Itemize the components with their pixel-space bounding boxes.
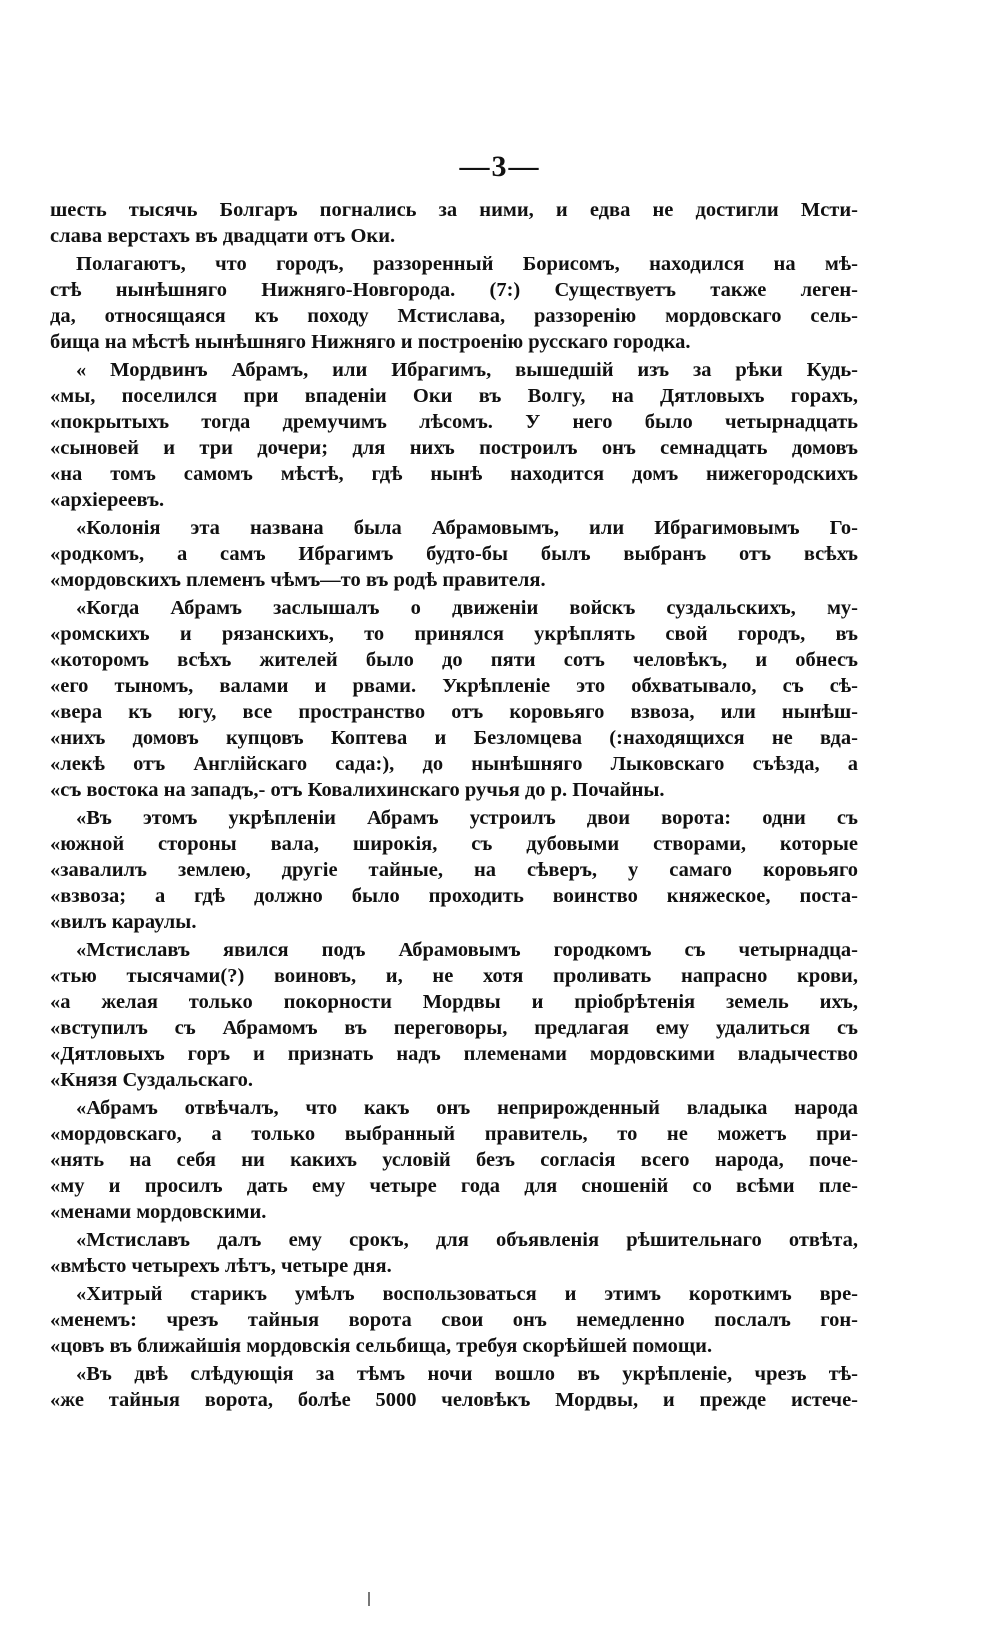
text-line: шесть тысячь Болгаръ погнались за ними, и едва не достигли Мсти- (50, 199, 858, 221)
text-line: «на томъ самомъ мѣстѣ, гдѣ нынѣ находится домъ нижегородскихъ (50, 463, 858, 485)
text-line: «Князя Суздальскаго. (50, 1069, 254, 1091)
paragraph (50, 197, 858, 249)
text-line: Полагаютъ, что городъ, раззоренный Борисомъ, находился на мѣ- (76, 253, 858, 275)
text-line: слава верстахъ въ двадцати отъ Оки. (50, 225, 396, 247)
text-line: «архіереевъ. (50, 489, 165, 511)
paragraph (50, 595, 858, 803)
text-line: «родкомъ, а самъ Ибрагимъ будто-бы былъ выбранъ отъ всѣхъ (50, 543, 858, 565)
text-line: «мы, поселился при впаденіи Оки въ Волгу, на Дятловыхъ горахъ, (50, 385, 858, 407)
text-line: «Хитрый старикъ умѣлъ воспользоваться и этимъ короткимъ вре- (76, 1283, 858, 1305)
text-line: «лекѣ отъ Англійскаго сада:), до нынѣшняго Лыковскаго съѣзда, а (50, 753, 858, 775)
paragraph (50, 1361, 858, 1413)
text-line: «его тыномъ, валами и рвами. Укрѣпленіе это обхватывало, съ сѣ- (50, 675, 858, 697)
text-line: «съ востока на западъ,- отъ Ковалихинскаго ручья до р. Почайны. (50, 779, 665, 801)
paragraph (50, 937, 858, 1093)
text-line: «Колонія эта названа была Абрамовымъ, или Ибрагимовымъ Го- (76, 517, 858, 539)
text-line: «менемъ: чрезъ тайныя ворота свои онъ немедленно послалъ гон- (50, 1309, 858, 1331)
text-line: стѣ нынѣшняго Нижняго-Новгорода. (7:) Существуетъ также леген- (50, 279, 858, 301)
text-line: «Въ двѣ слѣдующія за тѣмъ ночи вошло въ укрѣпленіе, чрезъ тѣ- (76, 1363, 858, 1385)
text-line: «же тайныя ворота, болѣе 5000 человѣкъ Мордвы, и прежде истече- (50, 1389, 858, 1411)
text-line: «му и просилъ дать ему четыре года для сношеній со всѣми пле- (50, 1175, 858, 1197)
text-line: «Когда Абрамъ заслышалъ о движеніи войскъ суздальскихъ, му- (76, 597, 858, 619)
text-line: «южной стороны вала, широкія, съ дубовыми створами, которые (50, 833, 858, 855)
text-line: «вмѣсто четырехъ лѣтъ, четыре дня. (50, 1255, 392, 1277)
text-line: «Абрамъ отвѣчалъ, что какъ онъ неприрожденный владыка народа (76, 1097, 858, 1119)
text-line: да, относящаяся къ походу Мстислава, раззоренію мордовскаго сель- (50, 305, 858, 327)
text-line: « Мордвинъ Абрамъ, или Ибрагимъ, вышедшій изъ за рѣки Кудь- (76, 359, 858, 381)
text-line: «нять на себя ни какихъ условій безъ согласія всего народа, поче- (50, 1149, 858, 1171)
text-line: «вступилъ съ Абрамомъ въ переговоры, предлагая ему удалиться съ (50, 1017, 858, 1039)
stray-ink-mark (368, 1592, 370, 1606)
text-line: «завалилъ землею, другіе тайные, на сѣверъ, у самаго коровьяго (50, 859, 858, 881)
text-line: «тью тысячами(?) воиновъ, и, не хотя проливать напрасно крови, (50, 965, 858, 987)
text-line: бища на мѣстѣ нынѣшняго Нижняго и построенію русскаго городка. (50, 331, 691, 353)
text-line: «сыновей и три дочери; для нихъ построилъ онъ семнадцать домовъ (50, 437, 858, 459)
text-line: «менами мордовскими. (50, 1201, 267, 1223)
paragraph (50, 805, 858, 935)
paragraph (50, 1281, 858, 1359)
text-line: «мордовскаго, а только выбранный правитель, то не можетъ при- (50, 1123, 858, 1145)
text-line: «взвоза; а гдѣ должно было проходить воинство княжеское, поста- (50, 885, 858, 907)
paragraph (50, 1227, 858, 1279)
text-line: «вера къ югу, все пространство отъ коровьяго взвоза, или нынѣш- (50, 701, 858, 723)
paragraph (50, 251, 858, 355)
page-body-text (50, 197, 858, 1415)
text-line: «ромскихъ и рязанскихъ, то принялся укрѣплять свой городъ, въ (50, 623, 858, 645)
text-line: «Мстиславъ явился подъ Абрамовымъ городкомъ съ четырнадца- (76, 939, 858, 961)
text-line: «а желая только покорности Мордвы и пріобрѣтенія земель ихъ, (50, 991, 858, 1013)
text-line: «мордовскихъ племенъ чѣмъ—то въ родѣ правителя. (50, 569, 546, 591)
paragraph (50, 515, 858, 593)
text-line: «которомъ всѣхъ жителей было до пяти сотъ человѣкъ, и обнесъ (50, 649, 858, 671)
page-number: —3— (459, 150, 541, 183)
paragraph (50, 1095, 858, 1225)
text-line: «покрытыхъ тогда дремучимъ лѣсомъ. У него было четырнадцать (50, 411, 858, 433)
paragraph (50, 357, 858, 513)
text-line: «вилъ караулы. (50, 911, 197, 933)
text-line: «нихъ домовъ купцовъ Коптева и Безломцева (:находящихся не вда- (50, 727, 858, 749)
text-line: «цовъ въ ближайшія мордовскія сельбища, требуя скорѣйшей помощи. (50, 1335, 713, 1357)
text-line: «Мстиславъ далъ ему срокъ, для объявленія рѣшительнаго отвѣта, (76, 1229, 858, 1251)
text-line: «Въ этомъ укрѣпленіи Абрамъ устроилъ двои ворота: одни съ (76, 807, 858, 829)
text-line: «Дятловыхъ горъ и признать надъ племенами мордовскими владычество (50, 1043, 858, 1065)
